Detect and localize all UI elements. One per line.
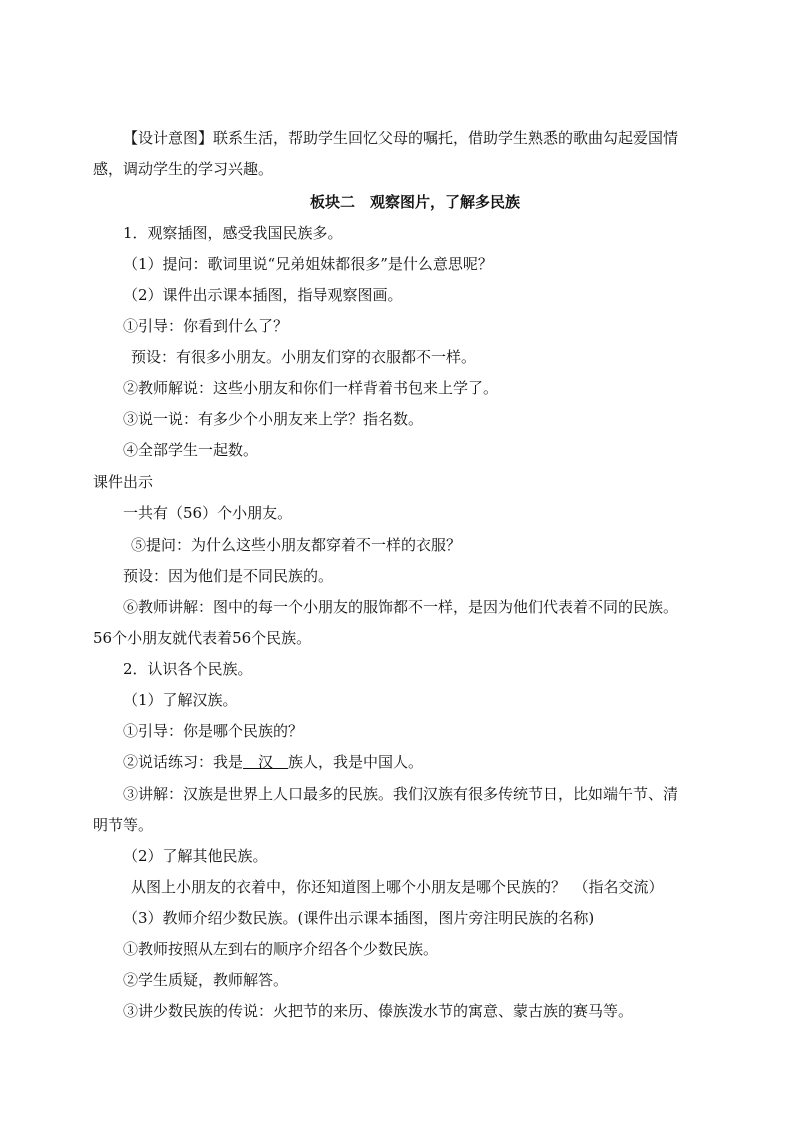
paragraph: 一共有（56）个小朋友。 xyxy=(123,504,293,522)
paragraph: 预设：因为他们是不同民族的。 xyxy=(123,567,334,585)
paragraph: 从图上小朋友的衣着中，你还知道图上哪个小朋友是哪个民族的？ （指名交流） xyxy=(131,878,664,896)
design-intent-text: 联系生活，帮助学生回忆父母的嘱托，借助学生熟悉的歌曲勾起爱国情 xyxy=(213,129,679,147)
paragraph: 56个小朋友就代表着56个民族。 xyxy=(93,629,312,647)
paragraph: ③说一说：有多少个小朋友来上学？指名数。 xyxy=(123,410,424,428)
paragraph: ⑥教师讲解：图中的每一个小朋友的服饰都不一样，是因为他们代表着不同的民族。 xyxy=(123,598,679,616)
section-title: 板块二 观察图片，了解多民族 xyxy=(310,193,521,211)
design-intent-label: 【设计意图】 xyxy=(123,129,214,147)
paragraph: ③讲解：汉族是世界上人口最多的民族。我们汉族有很多传统节日，比如端午节、清 xyxy=(123,785,679,803)
paragraph: （2）了解其他民族。 xyxy=(123,847,268,865)
paragraph: （1）提问：歌词里说“兄弟姐妹都很多”是什么意思呢？ xyxy=(123,255,493,273)
speaking-exercise-prefix: ②说话练习：我是 xyxy=(123,753,244,771)
paragraph: 预设：有很多小朋友。小朋友们穿的衣服都不一样。 xyxy=(131,348,477,366)
paragraph: 课件出示 xyxy=(93,473,154,491)
paragraph: 明节等。 xyxy=(93,816,154,834)
paragraph: 2．认识各个民族。 xyxy=(123,660,253,678)
speaking-exercise xyxy=(123,752,423,772)
paragraph: ②学生质疑，教师解答。 xyxy=(123,971,289,989)
design-intent-line2: 感，调动学生的学习兴趣。 xyxy=(93,160,274,178)
paragraph: （3）教师介绍少数民族。(课件出示课本插图，图片旁注明民族的名称) xyxy=(123,909,595,927)
paragraph: ①引导：你是哪个民族的？ xyxy=(123,722,304,740)
paragraph: （1）了解汉族。 xyxy=(123,691,238,709)
paragraph: ④全部学生一起数。 xyxy=(123,441,259,459)
paragraph: ①引导：你看到什么了？ xyxy=(123,317,289,335)
paragraph: （2）课件出示课本插图，指导观察图画。 xyxy=(123,286,403,304)
paragraph: ③讲少数民族的传说：火把节的来历、傣族泼水节的寓意、蒙古族的赛马等。 xyxy=(123,1002,634,1020)
speaking-exercise-suffix: 族人，我是中国人。 xyxy=(288,753,424,771)
paragraph: ②教师解说：这些小朋友和你们一样背着书包来上学了。 xyxy=(123,379,499,397)
paragraph: ①教师按照从左到右的顺序介绍各个少数民族。 xyxy=(123,940,439,958)
fill-in-blank: 汉 xyxy=(243,753,289,771)
paragraph: ⑤提问：为什么这些小朋友都穿着不一样的衣服？ xyxy=(131,536,462,554)
paragraph: 1．观察插图，感受我国民族多。 xyxy=(123,224,343,242)
design-intent-line1 xyxy=(123,128,678,148)
